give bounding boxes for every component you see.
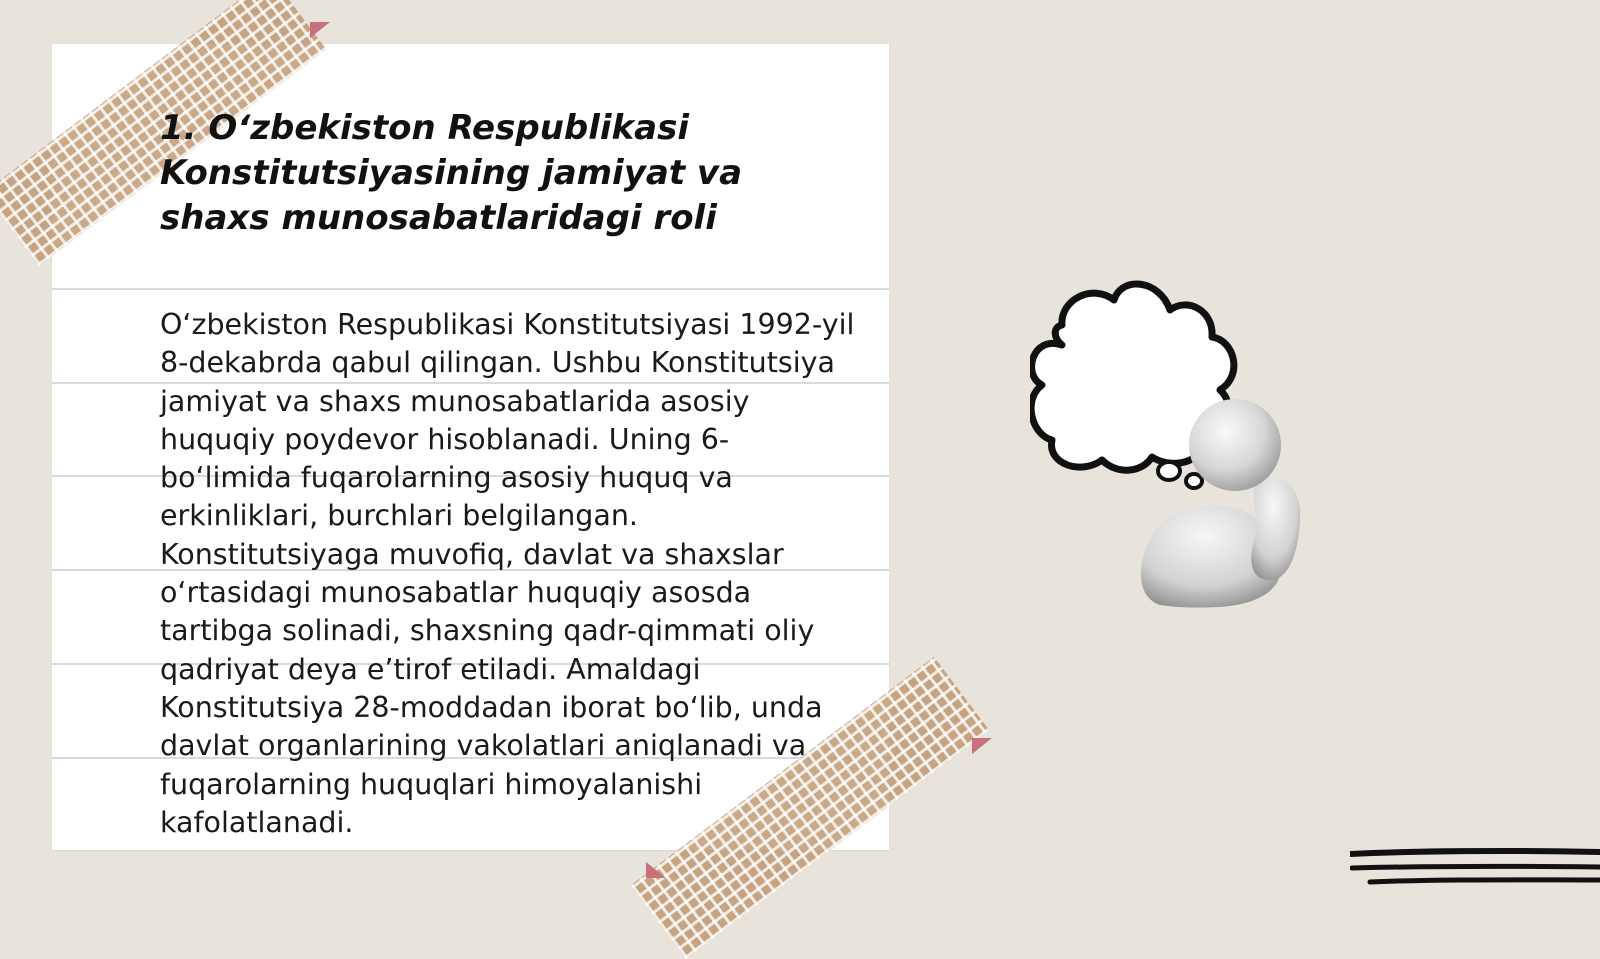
- thinking-person-icon: [1030, 275, 1350, 615]
- paper-rule-line: [52, 288, 889, 290]
- slide-body-text: O‘zbekiston Respublikasi Konstitutsiyasi 1992-yil 8-dekabrda qabul qilingan. Ushbu Konstitutsiya jamiyat va shaxs munosabatlarida asosiy huquqiy poydevor hisoblanadi. Uning 6-bo‘limida fuqarolarning asosiy huquq va erkinliklari, burchlari belgilangan. Konstitutsiyaga muvofiq, davlat va shaxslar o‘rtasidagi munosabatlar huquqiy asosda tartibga solinadi, shaxsning qadr-qimmati oliy qadriyat deya e’tirof etiladi. Amaldagi Konstitutsiya 28-moddadan iborat bo‘lib, unda davlat organlarining vakolatlari aniqlanadi va fuqarolarning huquqlari himoyalanishi kafolatlanadi.: [160, 308, 855, 839]
- scribble-lines-decoration: [1350, 846, 1600, 896]
- pink-corner-accent: [972, 738, 992, 754]
- pink-corner-accent: [310, 22, 330, 38]
- slide-title: 1. O‘zbekiston Respublikasi Konstitutsiyasining jamiyat va shaxs munosabatlaridagi roli: [160, 108, 743, 238]
- pink-corner-accent: [646, 862, 666, 878]
